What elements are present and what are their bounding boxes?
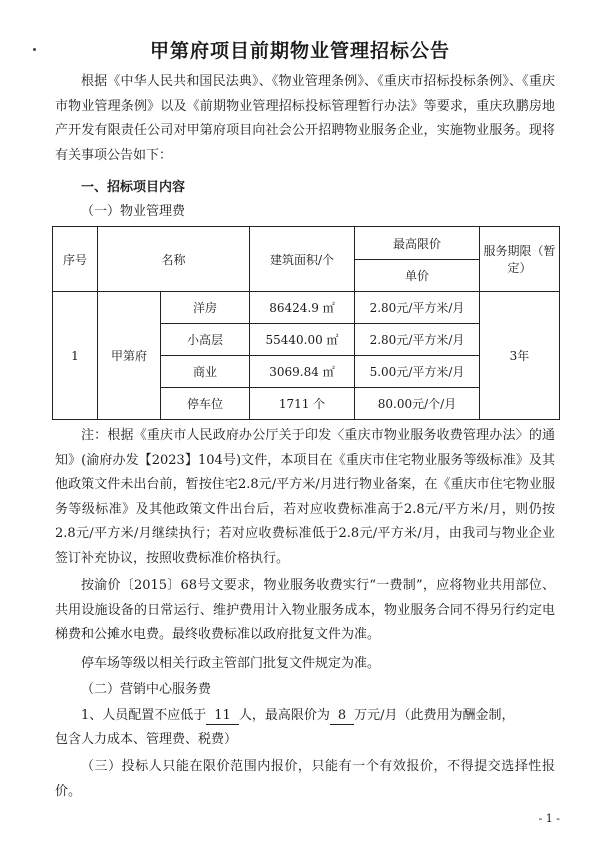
subsection-heading-2: （二）营销中心服务费 <box>81 682 212 697</box>
header-period: 服务期限（暂定） <box>480 227 560 292</box>
header-seq: 序号 <box>53 227 98 292</box>
item-area: 1711 个 <box>250 388 355 420</box>
bid-rule-paragraph: （三）投标人只能在限价范围内报价，只能有一个有效报价，不得提交选择性报价。 <box>55 759 555 799</box>
note-paragraph: 注：根据《重庆市人民政府办公厅关于印发〈重庆市物业服务收费管理办法〉的通知》(渝府办发【2023】104号)文件，本项目在《重庆市住宅物业服务等级标准》及其他政策文件未出台前，暂按住宅2.8元/平方米/月进行物业备案，在《重庆市住宅物业服务等级标准》及其他政策文件出台后，若对应收费标准高于2.8元/平方米/月，则仍按2.8元/平方米/月继续执行；若对应收费标准低于2.8元/平方米/月，由我司与物业企业签订补充协议，按照收费标准价格执行。 <box>55 428 555 566</box>
section-heading-1: 一、招标项目内容 <box>81 180 186 195</box>
item-type: 小高层 <box>161 324 250 356</box>
item-type: 洋房 <box>161 292 250 324</box>
staff-suffix: 万元/月（此费用为酬金制， <box>354 708 515 723</box>
parking-paragraph: 停车场等级以相关行政主管部门批复文件规定为准。 <box>81 656 381 671</box>
staff-mid: 人，最高限价为 <box>238 708 330 723</box>
staff-count: 11 <box>206 708 239 725</box>
item-type: 停车位 <box>161 388 250 420</box>
item-price: 2.80元/平方米/月 <box>355 324 480 356</box>
header-area: 建筑面积/个 <box>250 227 355 292</box>
fee-table <box>52 226 560 420</box>
page-title: 甲第府项目前期物业管理招标公告 <box>149 40 450 62</box>
item-area: 86424.9 ㎡ <box>250 292 355 324</box>
row-period: 3年 <box>480 292 560 420</box>
item-area: 3069.84 ㎡ <box>250 356 355 388</box>
header-unit-price: 单价 <box>355 260 480 292</box>
staff-price: 8 <box>330 708 354 725</box>
header-name: 名称 <box>98 227 250 292</box>
staff-prefix: 1、人员配置不应低于 <box>81 708 207 723</box>
row-seq: 1 <box>53 292 98 420</box>
item-price: 5.00元/平方米/月 <box>355 356 480 388</box>
intro-paragraph: 根据《中华人民共和国民法典》、《物业管理条例》、《重庆市招标投标条例》、《重庆市物业管理条例》以及《前期物业管理招标投标管理暂行办法》等要求，重庆玖鹏房地产开发有限责任公司对甲第府项目向社会公开招聘物业服务企业，实施物业服务。现将有关事项公告如下： <box>55 74 555 163</box>
header-max-price: 最高限价 <box>355 227 480 260</box>
item-price: 80.00元/个/月 <box>355 388 480 420</box>
page-number: - 1 - <box>538 812 560 825</box>
subsection-heading-1: （一）物业管理费 <box>81 204 186 219</box>
item-price: 2.80元/平方米/月 <box>355 292 480 324</box>
row-name: 甲第府 <box>98 292 161 420</box>
fee-policy-paragraph: 按渝价〔2015〕68号文要求，物业服务收费实行“一费制”，应将物业共用部位、共用设施设备的日常运行、维护费用计入物业服务成本，物业服务合同不得另行约定电梯费和公摊水电费。最终收费标准以政府批复文件为准。 <box>55 578 555 642</box>
item-area: 55440.00 ㎡ <box>250 324 355 356</box>
staff-requirement <box>55 704 581 728</box>
staff-requirement-line2: 包含人力成本、管理费、税费） <box>55 732 238 747</box>
item-type: 商业 <box>161 356 250 388</box>
